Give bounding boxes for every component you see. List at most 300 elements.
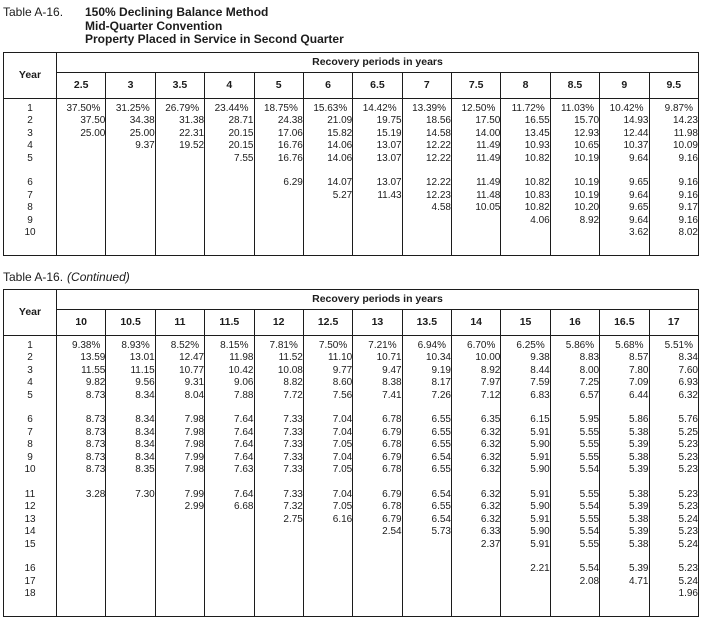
rate-cell: 14.58 <box>402 128 451 141</box>
spacer-cell <box>600 165 649 177</box>
spacer-cell <box>452 240 501 256</box>
rate-cell: 6.79 <box>353 489 402 502</box>
rate-cell: 8.44 <box>501 365 550 378</box>
period-column-header: 10 <box>57 309 106 335</box>
rate-cell <box>254 576 303 589</box>
rate-cell: 5.90 <box>501 464 550 477</box>
rate-cell: 2.75 <box>254 514 303 527</box>
rate-cell: 5.54 <box>550 501 599 514</box>
table-row <box>4 215 699 228</box>
rate-cell: 14.06 <box>303 153 352 166</box>
period-column-header: 6 <box>303 72 352 98</box>
rate-cell: 11.98 <box>649 128 699 141</box>
rate-cell: 8.73 <box>57 427 106 440</box>
rate-cell <box>402 539 451 552</box>
rate-cell <box>353 215 402 228</box>
table-row <box>4 115 699 128</box>
rate-cell: 6.54 <box>402 489 451 502</box>
spacer-cell <box>254 165 303 177</box>
spacer-cell <box>254 601 303 617</box>
rate-cell: 5.39 <box>600 439 649 452</box>
rate-cell <box>155 514 204 527</box>
spacer-cell <box>452 601 501 617</box>
rate-cell <box>205 576 254 589</box>
period-column-header: 3 <box>106 72 155 98</box>
rate-cell: 5.23 <box>649 464 699 477</box>
rate-cell: 5.91 <box>501 514 550 527</box>
spacer-cell <box>600 477 649 489</box>
period-column-header: 16 <box>550 309 599 335</box>
table-row <box>4 352 699 365</box>
rate-cell: 5.39 <box>600 464 649 477</box>
table-number-label: Table A-16. <box>3 5 64 19</box>
rate-cell: 7.12 <box>452 390 501 403</box>
rate-cell: 12.23 <box>402 190 451 203</box>
rate-cell <box>205 588 254 601</box>
rate-cell: 8.73 <box>57 390 106 403</box>
rate-cell: 5.39 <box>600 501 649 514</box>
rate-cell: 10.71 <box>353 352 402 365</box>
spacer-cell <box>600 551 649 563</box>
spacer-cell <box>205 165 254 177</box>
spacer-cell <box>402 240 451 256</box>
year-cell: 8 <box>27 439 33 451</box>
rate-cell <box>254 588 303 601</box>
rate-cell: 6.93 <box>649 377 699 390</box>
spacer-cell <box>600 240 649 256</box>
year-cell: 5 <box>27 152 33 164</box>
rate-cell: 10.82 <box>501 153 550 166</box>
rate-cell: 5.38 <box>600 514 649 527</box>
rate-cell: 7.33 <box>254 427 303 440</box>
rate-cell <box>452 588 501 601</box>
table-row <box>4 390 699 403</box>
rate-cell: 5.90 <box>501 501 550 514</box>
rate-cell: 10.42 <box>205 365 254 378</box>
rate-cell: 7.88 <box>205 390 254 403</box>
rate-cell: 5.25 <box>649 427 699 440</box>
rate-cell <box>106 539 155 552</box>
rate-cell: 6.68 <box>205 501 254 514</box>
rate-cell <box>57 514 106 527</box>
table-row <box>4 227 699 240</box>
rate-cell: 12.93 <box>550 128 599 141</box>
rate-cell: 9.56 <box>106 377 155 390</box>
table-row <box>4 140 699 153</box>
spacer-cell <box>353 402 402 414</box>
spacer-row <box>4 165 699 177</box>
rate-cell: 5.27 <box>303 190 352 203</box>
year-cell: 11 <box>24 488 36 500</box>
rate-cell: 7.04 <box>303 452 352 465</box>
rate-cell: 2.37 <box>452 539 501 552</box>
spacer-cell <box>649 477 699 489</box>
rate-cell: 7.64 <box>205 452 254 465</box>
rate-cell <box>155 588 204 601</box>
rate-cell: 2.99 <box>155 501 204 514</box>
rate-cell: 5.68% <box>600 335 649 352</box>
rate-cell: 10.93 <box>501 140 550 153</box>
spacer-cell <box>254 402 303 414</box>
year-cell: 6 <box>27 414 33 426</box>
rate-cell <box>205 227 254 240</box>
rate-cell: 9.31 <box>155 377 204 390</box>
period-column-header: 8 <box>501 72 550 98</box>
rate-cell: 10.82 <box>501 177 550 190</box>
rate-cell: 12.22 <box>402 140 451 153</box>
rate-cell: 5.23 <box>649 439 699 452</box>
rate-cell <box>452 576 501 589</box>
rate-cell: 7.50% <box>303 335 352 352</box>
rate-cell: 17.50 <box>452 115 501 128</box>
rate-cell: 15.63% <box>303 98 352 115</box>
rate-cell <box>353 202 402 215</box>
rate-cell: 16.76 <box>254 140 303 153</box>
rate-cell: 37.50 <box>57 115 106 128</box>
rate-cell: 6.29 <box>254 177 303 190</box>
rate-cell: 25.00 <box>57 128 106 141</box>
spacer-cell <box>155 477 204 489</box>
rate-cell <box>402 576 451 589</box>
rate-cell <box>254 526 303 539</box>
spacer-cell <box>402 601 451 617</box>
spacer-cell <box>649 601 699 617</box>
rate-cell: 9.82 <box>57 377 106 390</box>
table-row <box>4 427 699 440</box>
rate-cell: 7.64 <box>205 489 254 502</box>
rate-cell <box>57 501 106 514</box>
rate-cell: 8.73 <box>57 452 106 465</box>
rate-cell: 6.94% <box>402 335 451 352</box>
rate-cell <box>303 588 352 601</box>
rate-cell: 9.16 <box>649 177 699 190</box>
period-column-header: 2.5 <box>57 72 106 98</box>
rate-cell: 6.32 <box>452 514 501 527</box>
rate-cell <box>57 153 106 166</box>
year-cell: 8 <box>27 202 33 214</box>
spacer-cell <box>550 601 599 617</box>
rate-cell <box>106 501 155 514</box>
rate-cell <box>452 563 501 576</box>
rate-cell: 11.98 <box>205 352 254 365</box>
rate-cell: 2.54 <box>353 526 402 539</box>
spacer-cell <box>303 601 352 617</box>
spacer-cell <box>501 402 550 414</box>
rate-cell: 8.57 <box>600 352 649 365</box>
year-cell: 4 <box>27 377 33 389</box>
table-row <box>4 414 699 427</box>
spacer-cell <box>57 551 106 563</box>
rate-cell: 9.65 <box>600 202 649 215</box>
spacer-cell <box>4 165 57 177</box>
rate-cell: 10.19 <box>550 177 599 190</box>
spacer-cell <box>501 240 550 256</box>
rate-cell: 8.73 <box>57 414 106 427</box>
rate-cell: 7.99 <box>155 489 204 502</box>
year-cell: 5 <box>27 389 33 401</box>
rate-cell: 5.55 <box>550 439 599 452</box>
rate-cell: 6.32 <box>452 464 501 477</box>
rate-cell <box>205 202 254 215</box>
rate-cell <box>402 215 451 228</box>
year-cell: 7 <box>27 189 33 201</box>
rate-cell: 15.19 <box>353 128 402 141</box>
rate-cell: 9.65 <box>600 177 649 190</box>
year-cell: 14 <box>24 526 36 538</box>
rate-cell: 15.82 <box>303 128 352 141</box>
table-row <box>4 464 699 477</box>
rate-cell: 6.32 <box>452 489 501 502</box>
table-number-label-continued: Table A-16. <box>3 269 64 284</box>
table-row <box>4 153 699 166</box>
rate-cell: 11.55 <box>57 365 106 378</box>
page-title <box>3 6 699 47</box>
spacer-cell <box>353 165 402 177</box>
rate-cell: 5.55 <box>550 489 599 502</box>
rate-cell: 10.37 <box>600 140 649 153</box>
rate-cell: 6.54 <box>402 514 451 527</box>
rate-cell: 8.04 <box>155 390 204 403</box>
rate-cell: 9.64 <box>600 190 649 203</box>
period-column-header: 6.5 <box>353 72 402 98</box>
rate-cell <box>254 563 303 576</box>
spacer-cell <box>106 165 155 177</box>
rate-cell <box>155 202 204 215</box>
period-column-header: 7.5 <box>452 72 501 98</box>
table-body <box>4 335 699 616</box>
rate-cell <box>106 514 155 527</box>
rate-cell <box>106 563 155 576</box>
year-column-header: Year <box>4 52 57 98</box>
table-row <box>4 526 699 539</box>
period-column-header: 8.5 <box>550 72 599 98</box>
rate-cell: 9.19 <box>402 365 451 378</box>
title-line-method: 150% Declining Balance Method <box>85 5 269 19</box>
rate-cell <box>57 140 106 153</box>
year-column-header: Year <box>4 289 57 335</box>
rate-cell: 6.55 <box>402 439 451 452</box>
rate-cell: 13.07 <box>353 140 402 153</box>
rate-cell: 10.00 <box>452 352 501 365</box>
period-column-header: 3.5 <box>155 72 204 98</box>
spacer-cell <box>452 477 501 489</box>
rate-cell: 12.47 <box>155 352 204 365</box>
rate-cell <box>205 190 254 203</box>
rate-cell: 9.17 <box>649 202 699 215</box>
rate-cell: 5.23 <box>649 563 699 576</box>
rate-cell: 4.06 <box>501 215 550 228</box>
rate-cell: 19.75 <box>353 115 402 128</box>
rate-cell: 6.25% <box>501 335 550 352</box>
spacer-row <box>4 551 699 563</box>
rate-cell: 8.34 <box>106 427 155 440</box>
rate-cell: 8.83 <box>550 352 599 365</box>
spacer-cell <box>402 402 451 414</box>
spacer-cell <box>452 402 501 414</box>
rate-cell: 6.32 <box>649 390 699 403</box>
spacer-row <box>4 477 699 489</box>
continued-suffix: (Continued) <box>67 269 130 284</box>
spacer-cell <box>4 477 57 489</box>
rate-cell <box>57 215 106 228</box>
rate-cell: 6.32 <box>452 439 501 452</box>
rate-cell: 6.55 <box>402 427 451 440</box>
spacer-cell <box>501 601 550 617</box>
rate-cell: 9.87% <box>649 98 699 115</box>
rate-cell: 26.79% <box>155 98 204 115</box>
table-row <box>4 576 699 589</box>
rate-cell: 11.15 <box>106 365 155 378</box>
rate-cell <box>353 576 402 589</box>
table-header <box>4 289 699 335</box>
rate-cell <box>353 227 402 240</box>
year-cell: 16 <box>24 563 36 575</box>
rate-cell: 7.21% <box>353 335 402 352</box>
year-cell: 3 <box>27 127 33 139</box>
rate-cell: 21.09 <box>303 115 352 128</box>
rate-cell: 6.79 <box>353 514 402 527</box>
rate-cell: 7.04 <box>303 414 352 427</box>
spacer-cell <box>205 402 254 414</box>
recovery-periods-header: Recovery periods in years <box>57 52 699 72</box>
rate-cell: 5.54 <box>550 464 599 477</box>
rate-cell <box>205 563 254 576</box>
rate-cell: 5.91 <box>501 539 550 552</box>
spacer-cell <box>353 477 402 489</box>
rate-cell: 14.93 <box>600 115 649 128</box>
rate-cell: 9.16 <box>649 153 699 166</box>
rate-cell: 20.15 <box>205 128 254 141</box>
rate-cell <box>303 215 352 228</box>
rate-cell: 5.24 <box>649 539 699 552</box>
rate-cell: 5.90 <box>501 439 550 452</box>
table-row <box>4 128 699 141</box>
rate-cell: 7.56 <box>303 390 352 403</box>
rate-cell <box>57 202 106 215</box>
rate-cell: 7.25 <box>550 377 599 390</box>
spacer-cell <box>106 402 155 414</box>
rate-cell: 7.33 <box>254 464 303 477</box>
period-column-header: 17 <box>649 309 699 335</box>
year-cell: 2 <box>27 115 33 127</box>
spacer-cell <box>303 551 352 563</box>
rate-cell: 7.98 <box>155 464 204 477</box>
rate-cell: 8.34 <box>106 452 155 465</box>
rate-cell: 18.56 <box>402 115 451 128</box>
rate-cell: 5.54 <box>550 563 599 576</box>
rate-cell: 7.72 <box>254 390 303 403</box>
rate-cell: 11.72% <box>501 98 550 115</box>
year-cell: 17 <box>24 575 36 587</box>
rate-cell: 7.05 <box>303 464 352 477</box>
rate-cell: 11.10 <box>303 352 352 365</box>
period-column-header: 9.5 <box>649 72 699 98</box>
rate-cell: 7.33 <box>254 452 303 465</box>
period-column-header: 9 <box>600 72 649 98</box>
table-row <box>4 177 699 190</box>
rate-cell: 7.09 <box>600 377 649 390</box>
rate-cell <box>106 227 155 240</box>
rate-cell: 7.81% <box>254 335 303 352</box>
depreciation-table-upper <box>3 52 699 256</box>
title-lines <box>85 6 344 47</box>
rate-cell: 14.06 <box>303 140 352 153</box>
rate-cell: 15.70 <box>550 115 599 128</box>
rate-cell: 11.49 <box>452 177 501 190</box>
rate-cell <box>550 227 599 240</box>
rate-cell <box>254 215 303 228</box>
title-line-quarter: Property Placed in Service in Second Quarter <box>85 32 344 46</box>
recovery-periods-header: Recovery periods in years <box>57 289 699 309</box>
year-cell: 15 <box>24 538 36 550</box>
rate-cell: 8.60 <box>303 377 352 390</box>
spacer-cell <box>4 601 57 617</box>
year-cell: 13 <box>24 513 36 525</box>
rate-cell: 14.23 <box>649 115 699 128</box>
rate-cell: 6.32 <box>452 427 501 440</box>
rate-cell: 8.35 <box>106 464 155 477</box>
rate-cell <box>550 588 599 601</box>
rate-cell: 7.41 <box>353 390 402 403</box>
rate-cell: 22.31 <box>155 128 204 141</box>
rate-cell: 12.22 <box>402 177 451 190</box>
rate-cell <box>57 190 106 203</box>
rate-cell: 7.32 <box>254 501 303 514</box>
year-cell: 10 <box>24 227 36 239</box>
spacer-cell <box>254 477 303 489</box>
spacer-cell <box>205 240 254 256</box>
spacer-row <box>4 601 699 617</box>
rate-cell: 8.52% <box>155 335 204 352</box>
rate-cell: 7.98 <box>155 414 204 427</box>
spacer-cell <box>452 551 501 563</box>
rate-cell: 6.54 <box>402 452 451 465</box>
rate-cell: 10.20 <box>550 202 599 215</box>
rate-cell: 7.30 <box>106 489 155 502</box>
rate-cell: 14.00 <box>452 128 501 141</box>
table-row <box>4 489 699 502</box>
rate-cell: 10.42% <box>600 98 649 115</box>
rate-cell: 8.00 <box>550 365 599 378</box>
rate-cell <box>205 514 254 527</box>
rate-cell <box>254 539 303 552</box>
rate-cell: 8.73 <box>57 439 106 452</box>
rate-cell <box>402 227 451 240</box>
rate-cell: 6.57 <box>550 390 599 403</box>
rate-cell: 28.71 <box>205 115 254 128</box>
spacer-cell <box>303 165 352 177</box>
rate-cell: 6.79 <box>353 427 402 440</box>
rate-cell <box>600 588 649 601</box>
rate-cell: 6.83 <box>501 390 550 403</box>
period-column-header: 14 <box>452 309 501 335</box>
rate-cell <box>106 202 155 215</box>
rate-cell: 8.34 <box>106 390 155 403</box>
rate-cell: 6.44 <box>600 390 649 403</box>
rate-cell: 3.62 <box>600 227 649 240</box>
rate-cell: 6.33 <box>452 526 501 539</box>
header-row-group <box>4 289 699 309</box>
rate-cell: 19.52 <box>155 140 204 153</box>
rate-cell <box>155 539 204 552</box>
rate-cell: 7.98 <box>155 427 204 440</box>
rate-cell <box>106 588 155 601</box>
rate-cell: 23.44% <box>205 98 254 115</box>
period-column-header: 7 <box>402 72 451 98</box>
spacer-cell <box>205 551 254 563</box>
spacer-cell <box>402 551 451 563</box>
period-column-header: 11.5 <box>205 309 254 335</box>
